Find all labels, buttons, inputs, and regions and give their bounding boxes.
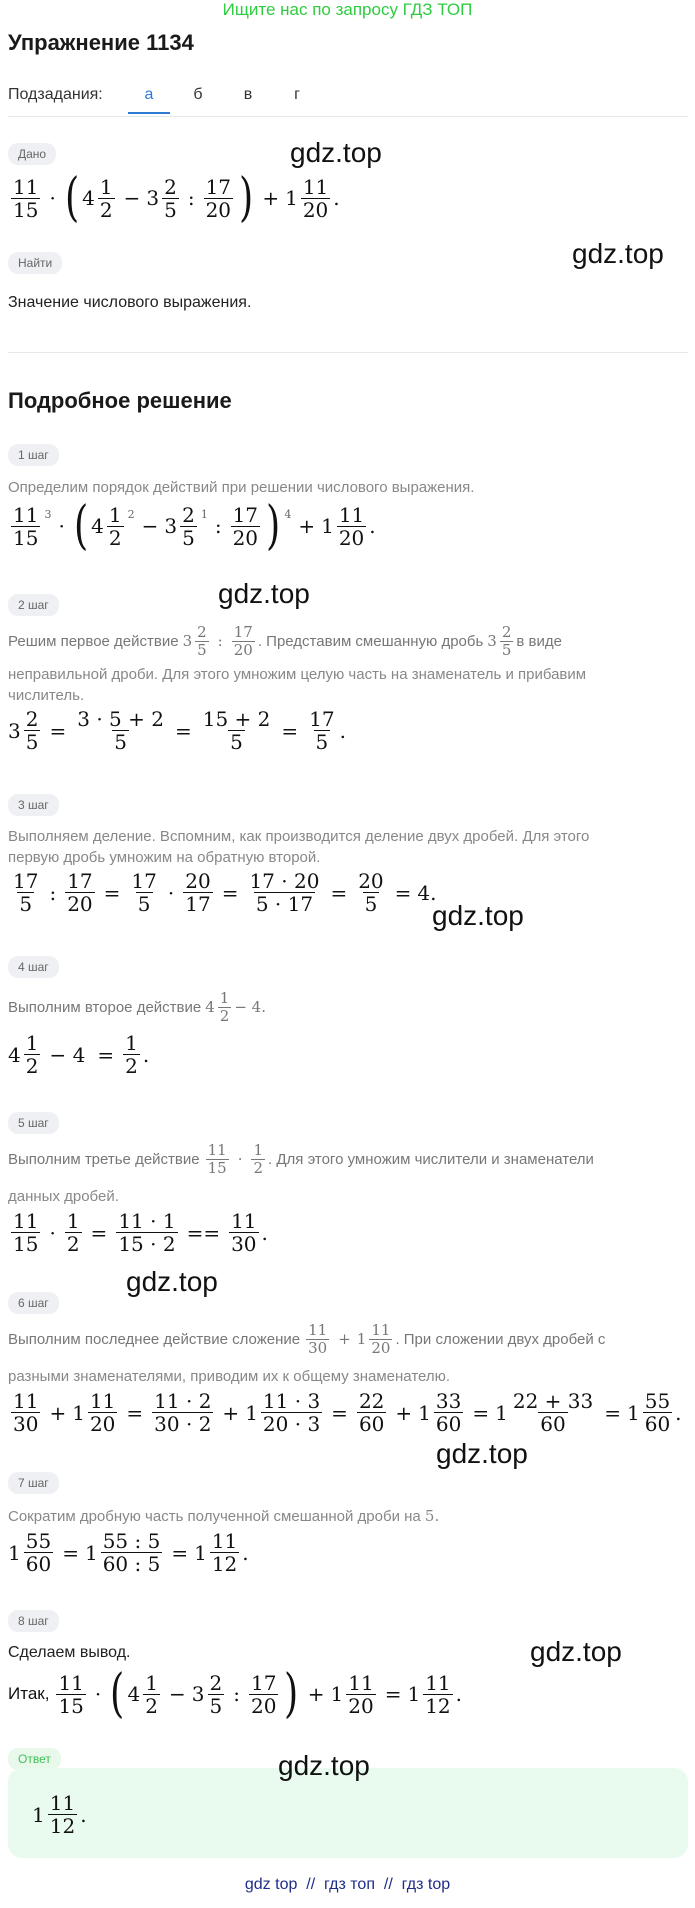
watermark: gdz.top bbox=[218, 578, 310, 609]
step-4-equation: 4 $\frac{1}{2}$ − 4 = $\frac{1}{2}$ . bbox=[8, 1031, 150, 1078]
divider bbox=[8, 352, 688, 353]
page-title: Упражнение 1134 bbox=[8, 30, 194, 55]
step-8-badge: 8 шаг bbox=[8, 1610, 59, 1632]
step-3-badge: 3 шаг bbox=[8, 794, 59, 816]
step-2-line-1: Решим первое действие 3 $\frac{2}{5}$ : $\frac{17}{20}$ . Представим смешанную дробь 3 $\frac{2}{5}$ в виде bbox=[8, 623, 562, 659]
step-2-badge: 2 шаг bbox=[8, 594, 59, 616]
watermark: gdz.top bbox=[432, 900, 524, 931]
step-7-badge: 7 шаг bbox=[8, 1472, 59, 1494]
step-2-equation: 3 $\frac{2}{5}$ = $\frac{3 \cdot 5 + 2}{5}$ = $\frac{15 + 2}{5}$ = $\frac{17}{5}$ . bbox=[8, 707, 346, 754]
step-5-line-1: Выполним третье действие $\frac{11}{15}$ · $\frac{1}{2}$ . Для этого умножим числители и знаменатели bbox=[8, 1141, 594, 1177]
answer-value: 1 $\frac{11}{12}$ . bbox=[32, 1791, 87, 1838]
solution-title: Подробное решение bbox=[8, 388, 232, 413]
watermark: gdz.top bbox=[530, 1636, 622, 1667]
step-6-line-2: разными знаменателями, приводим их к общему знаменателю. bbox=[8, 1368, 451, 1385]
step-3-line-1: Выполняем деление. Вспомним, как производится деление двух дробей. Для этого bbox=[8, 828, 590, 845]
step-1-text: Определим порядок действий при решении числового выражения. bbox=[8, 479, 475, 496]
footer-links[interactable]: gdz top // гдз топ // гдз top bbox=[244, 1876, 451, 1893]
step-6-line-1: Выполним последнее действие сложение $\frac{11}{30}$ + 1 $\frac{11}{20}$ . При сложении двух дробей с bbox=[8, 1321, 606, 1357]
step-7-equation: 1 $\frac{55}{60}$ = 1 $\frac{55 : 5}{60 : 5}$ = 1 $\frac{11}{12}$ . bbox=[8, 1529, 249, 1576]
subtasks-label: Подзадания: bbox=[8, 86, 103, 103]
answer-badge: Ответ bbox=[8, 1748, 61, 1770]
step-8-text: Сделаем вывод. bbox=[8, 1644, 131, 1661]
step-6-equation: $\frac{11}{30}$ + 1 $\frac{11}{20}$ = $\frac{11 \cdot 2}{30 \cdot 2}$ + 1 $\frac{11 \cdot 3}{20 \cdot 3}$ = $\frac{22}{60}$ + 1 $\frac{33}{60}$ = 1 $\frac{22 + 33}{60}$ = 1 $\frac{55}{60}$ . bbox=[13, 1389, 682, 1436]
step-1-expression: $\frac{11}{15}$ 3 · ( 4 $\frac{1}{2}$ 2 − 3 $\frac{2}{5}$ 1 : $\frac{17}{20}$ ) 4 + 1 $\frac{11}{20}$ . bbox=[13, 496, 376, 556]
subtask-tab-v[interactable]: в bbox=[243, 86, 253, 103]
step-8-equation: Итак, $\frac{11}{15}$ · ( 4 $\frac{1}{2}$ − 3 $\frac{2}{5}$ : $\frac{17}{20}$ ) + 1 $\frac{11}{20}$ = 1 $\frac{11}{12}$ . bbox=[8, 1664, 463, 1724]
find-badge: Найти bbox=[8, 252, 62, 274]
step-6-badge: 6 шаг bbox=[8, 1292, 59, 1314]
step-3-equation: $\frac{17}{5}$ : $\frac{17}{20}$ = $\frac{17}{5}$ · $\frac{20}{17}$ = $\frac{17 \cdot 20}{5 \cdot 17}$ = $\frac{20}{5}$ = 4. bbox=[13, 869, 437, 916]
watermark: gdz.top bbox=[436, 1438, 528, 1469]
active-tab-underline bbox=[128, 112, 170, 114]
given-expression: $\frac{11}{15}$ · ( 4 $\frac{1}{2}$ − 3 $\frac{2}{5}$ : $\frac{17}{20}$ ) + 1 $\frac{11}{20}$ . bbox=[13, 168, 340, 228]
step-1-badge: 1 шаг bbox=[8, 444, 59, 466]
watermark: gdz.top bbox=[278, 1750, 370, 1781]
divider bbox=[8, 116, 688, 117]
given-badge: Дано bbox=[8, 143, 56, 165]
top-banner[interactable]: Ищите нас по запросу ГДЗ ТОП bbox=[222, 0, 473, 19]
subtask-tab-b[interactable]: б bbox=[193, 86, 203, 103]
watermark: gdz.top bbox=[572, 238, 664, 269]
find-text: Значение числового выражения. bbox=[8, 294, 252, 311]
subtask-tab-g[interactable]: г bbox=[294, 86, 300, 103]
step-2-line-2: неправильной дроби. Для этого умножим целую часть на знаменатель и прибавим bbox=[8, 666, 587, 683]
step-2-line-3: числитель. bbox=[8, 687, 85, 704]
step-5-line-2: данных дробей. bbox=[8, 1188, 119, 1205]
watermark: gdz.top bbox=[290, 137, 382, 168]
step-4-badge: 4 шаг bbox=[8, 956, 59, 978]
subtask-tab-a[interactable]: а bbox=[144, 86, 154, 103]
step-4-line: Выполним второе действие 4 $\frac{1}{2}$ − 4 . bbox=[8, 989, 266, 1025]
step-7-text: Сократим дробную часть полученной смешанной дроби на 5. bbox=[8, 1507, 440, 1525]
step-5-equation: $\frac{11}{15}$ · $\frac{1}{2}$ = $\frac{11 \cdot 1}{15 \cdot 2}$ == $\frac{11}{30}$ . bbox=[13, 1209, 268, 1256]
watermark: gdz.top bbox=[126, 1266, 218, 1297]
step-3-line-2: первую дробь умножим на обратную второй. bbox=[8, 849, 321, 866]
step-5-badge: 5 шаг bbox=[8, 1112, 59, 1134]
